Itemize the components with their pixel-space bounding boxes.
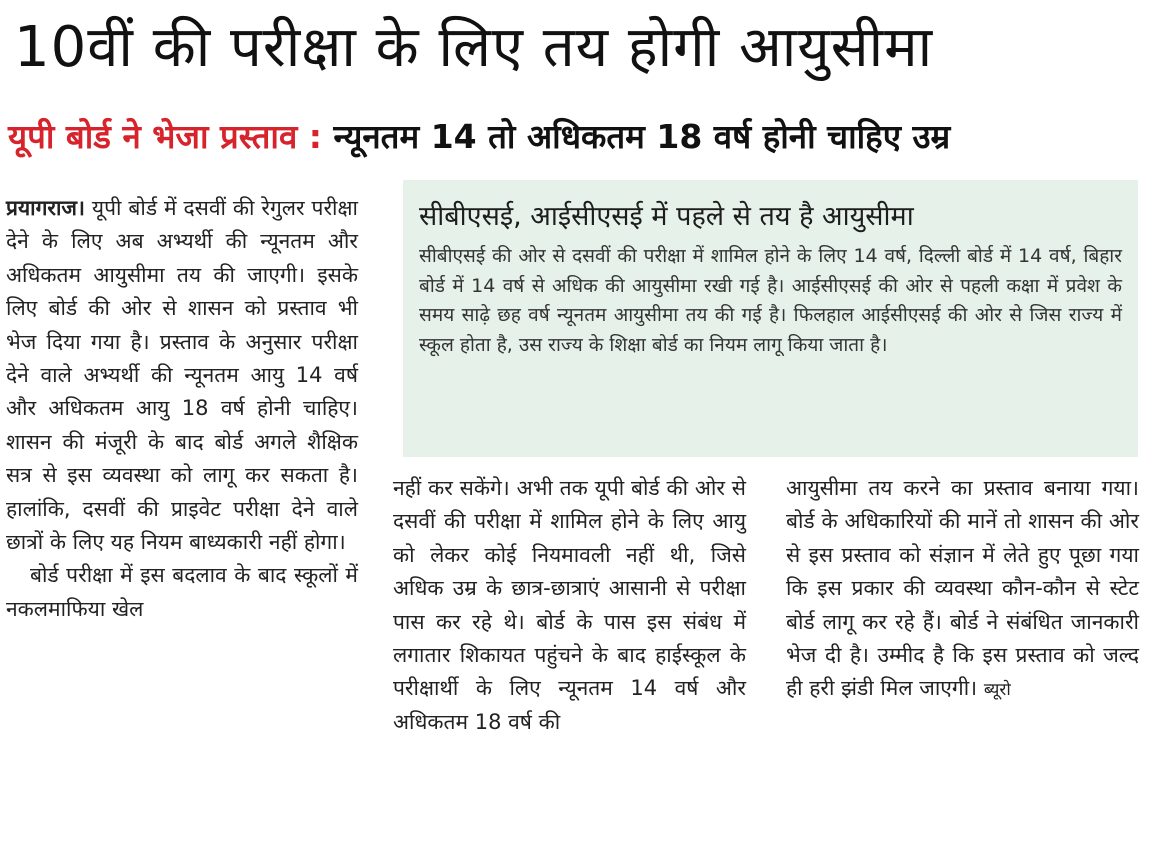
headline: 10वीं की परीक्षा के लिए तय होगी आयुसीमा: [14, 15, 934, 80]
column-1-paragraph-1: [6, 192, 358, 559]
subheadline-kicker: यूपी बोर्ड ने भेजा प्रस्ताव :: [8, 117, 322, 156]
byline: ब्यूरो: [983, 680, 1011, 701]
subheadline: [8, 112, 1148, 162]
sidebar-box: [403, 180, 1138, 457]
column-3-text: आयुसीमा तय करने का प्रस्ताव बनाया गया। बोर्ड के अधिकारियों की मानें तो शासन की ओर से इस प्रस्ताव को संज्ञान में लेते हुए पूछा गया कि इस प्रकार की व्यवस्था कौन-कौन से स्टेट बोर्ड लागू कर रहे हैं। बोर्ड ने संबंधित जानकारी भेज दी है। उम्मीद है कि इस प्रस्ताव को जल्द ही हरी झंडी मिल जाएगी।: [786, 476, 1139, 701]
article-column-2: [393, 472, 746, 739]
sidebar-box-body: सीबीएसई की ओर से दसवीं की परीक्षा में शामिल होने के लिए 14 वर्ष, दिल्ली बोर्ड में 14 वर्ष, बिहार बोर्ड में 14 वर्ष से अधिक की आयुसीमा रखी गई है। आईसीएसई की ओर से पहली कक्षा में प्रवेश के समय साढ़े छह वर्ष न्यूनतम आयुसीमा तय की गई है। फिलहाल आईसीएसई की ओर से जिस राज्य में स्कूल होता है, उस राज्य के शिक्षा बोर्ड का नियम लागू किया जाता है।: [419, 245, 1122, 356]
column-2-text: नहीं कर सकेंगे। अभी तक यूपी बोर्ड की ओर से दसवीं की परीक्षा में शामिल होने के लिए आयु को लेकर कोई नियमावली नहीं थी, जिसे अधिक उम्र के छात्र-छात्राएं आसानी से परीक्षा पास कर रहे थे। बोर्ड के पास इस संबंध में लगातार शिकायत पहुंचने के बाद हाईस्कूल के परीक्षार्थी के लिए न्यूनतम 14 वर्ष और अधिकतम 18 वर्ष की: [393, 476, 746, 734]
column-1-text: यूपी बोर्ड में दसवीं की रेगुलर परीक्षा देने के लिए अब अभ्यर्थी की न्यूनतम और अधिकतम आयुसीमा तय की जाएगी। इसके लिए बोर्ड की ओर से शासन को प्रस्ताव भी भेज दिया गया है। प्रस्ताव के अनुसार परीक्षा देने वाले अभ्यर्थी की न्यूनतम आयु 14 वर्ष और अधिकतम आयु 18 वर्ष होनी चाहिए। शासन की मंजूरी के बाद बोर्ड अगले शैक्षिक सत्र से इस व्यवस्था को लागू कर सकता है। हालांकि, दसवीं की प्राइवेट परीक्षा देने वाले छात्रों के लिए यह नियम बाध्यकारी नहीं होगा।: [6, 196, 358, 555]
dateline: प्रयागराज।: [6, 196, 85, 220]
sidebar-box-title: सीबीएसई, आईसीएसई में पहले से तय है आयुसीमा: [419, 201, 914, 232]
article-column-1: [6, 192, 358, 626]
column-1-paragraph-2: बोर्ड परीक्षा में इस बदलाव के बाद स्कूलों में नकलमाफिया खेल: [6, 563, 358, 621]
subheadline-text: न्यूनतम 14 तो अधिकतम 18 वर्ष होनी चाहिए उम्र: [333, 117, 951, 156]
article-column-3: [786, 472, 1139, 708]
column-3-paragraph: [786, 472, 1139, 708]
